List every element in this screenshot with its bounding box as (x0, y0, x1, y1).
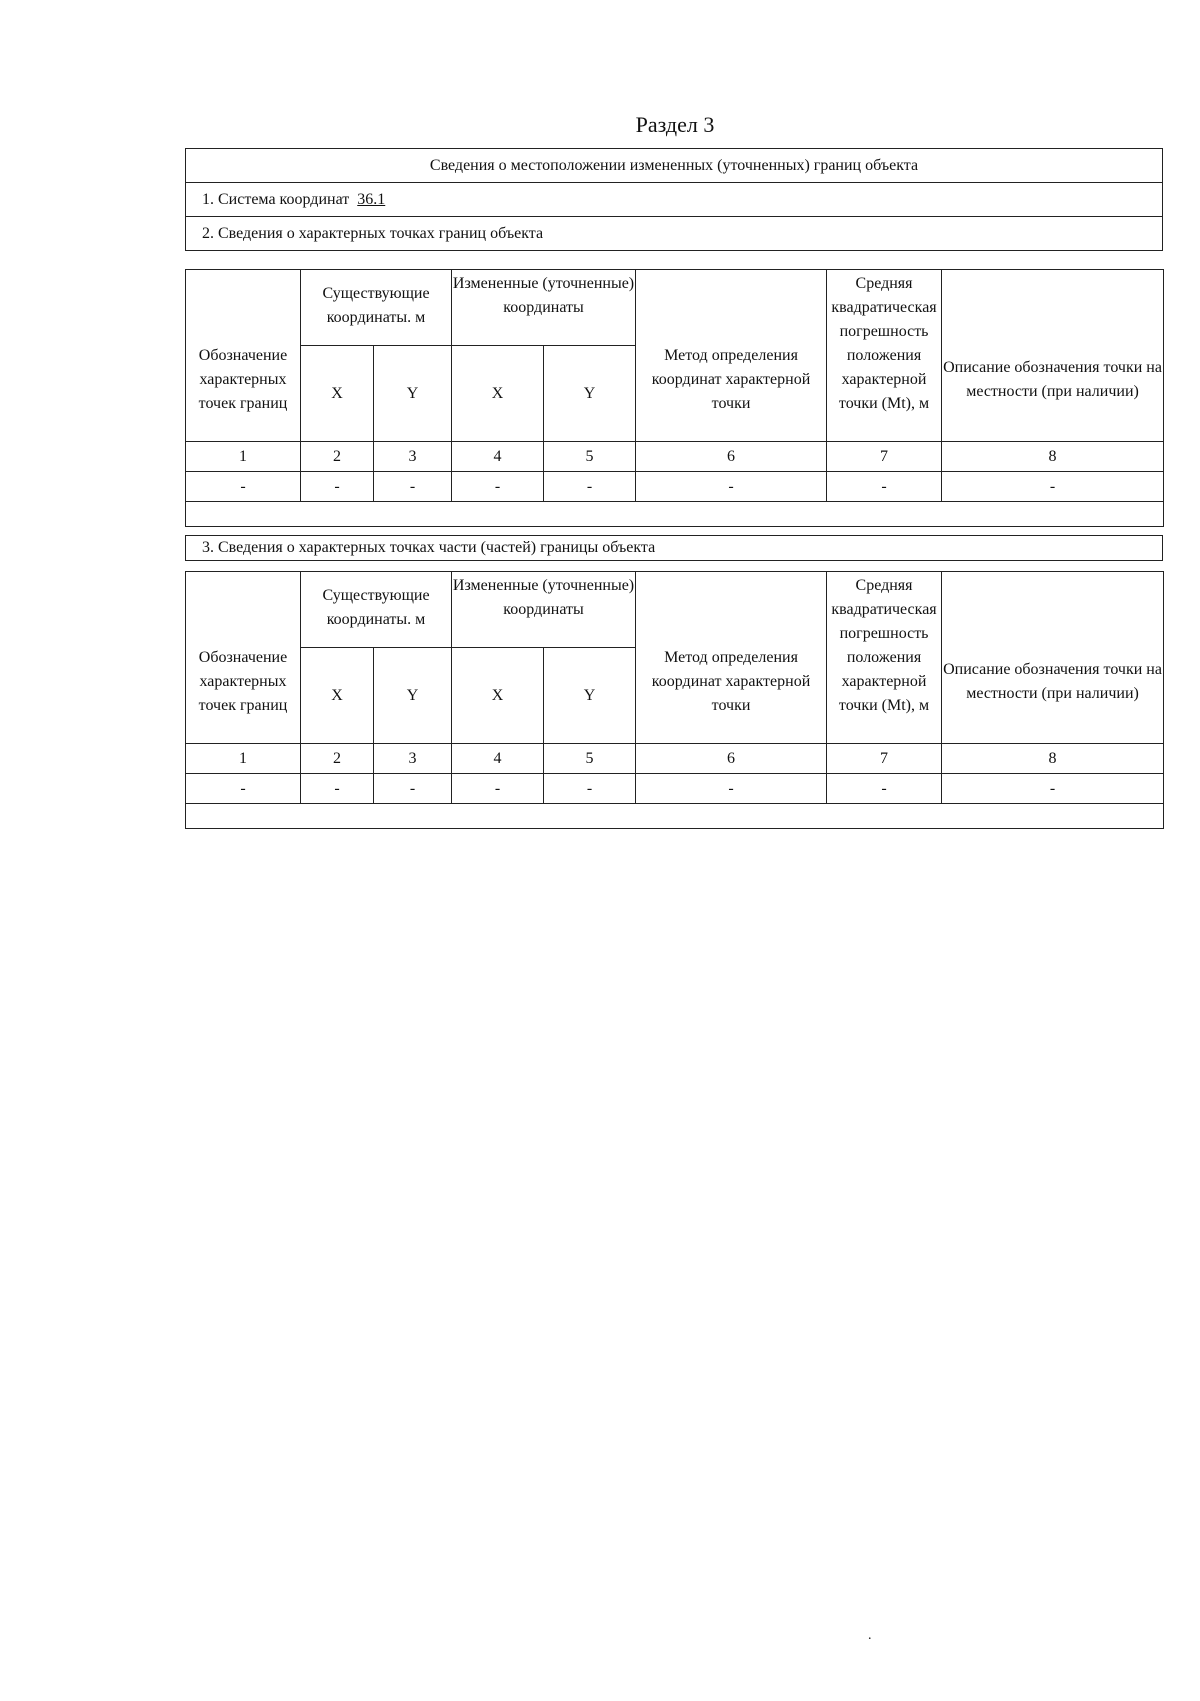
footer-mark: . (868, 1628, 872, 1643)
column-number: 5 (544, 442, 636, 472)
table-cell: - (374, 472, 452, 502)
table-cell: - (452, 472, 544, 502)
header-description: Описание обозначения точки на местности (при наличии) (942, 270, 1164, 442)
column-number: 1 (186, 744, 301, 774)
header-description: Описание обозначения точки на местности (при наличии) (942, 572, 1164, 744)
points-title: 2. Сведения о характерных точках границ объекта (186, 217, 1163, 251)
column-number-row (186, 442, 1164, 472)
table-cell: - (544, 774, 636, 804)
empty-row (186, 804, 1164, 829)
header-changed-x: X (452, 648, 544, 744)
column-number: 1 (186, 442, 301, 472)
header-changed: Измененные (уточненные) координаты (452, 572, 636, 648)
header-method: Метод определения координат характерной точки (636, 270, 827, 442)
column-number: 6 (636, 442, 827, 472)
column-number: 6 (636, 744, 827, 774)
header-error: Средняя квадратическая погрешность положения характерной точки (Mt), м (827, 270, 942, 442)
part-box (185, 535, 1163, 561)
header-existing-x: X (301, 648, 374, 744)
header-box (185, 148, 1163, 251)
table-cell: - (186, 774, 301, 804)
header-existing: Существующие координаты. м (301, 270, 452, 346)
column-number: 4 (452, 744, 544, 774)
empty-row (186, 502, 1164, 527)
table-row (186, 774, 1164, 804)
table-cell: - (452, 774, 544, 804)
table-row (186, 472, 1164, 502)
header-error: Средняя квадратическая погрешность положения характерной точки (Mt), м (827, 572, 942, 744)
column-number: 7 (827, 744, 942, 774)
header-method: Метод определения координат характерной точки (636, 572, 827, 744)
section-title: Раздел 3 (635, 112, 715, 137)
header-changed-y: Y (544, 346, 636, 442)
header-existing-y: Y (374, 346, 452, 442)
part-points-title: 3. Сведения о характерных точках части (частей) границы объекта (186, 536, 1163, 561)
table-cell: - (942, 774, 1164, 804)
table-cell: - (636, 472, 827, 502)
header-designation: Обозначение характерных точек границ (186, 572, 301, 744)
column-number-row (186, 744, 1164, 774)
table-cell: - (636, 774, 827, 804)
header-changed: Измененные (уточненные) координаты (452, 270, 636, 346)
header-existing-y: Y (374, 648, 452, 744)
column-number: 7 (827, 442, 942, 472)
column-number: 8 (942, 442, 1164, 472)
coord-system-value: 36.1 (357, 190, 386, 208)
table-cell: - (301, 774, 374, 804)
table-cell: - (301, 472, 374, 502)
column-number: 2 (301, 442, 374, 472)
table-cell: - (827, 472, 942, 502)
table-cell: - (544, 472, 636, 502)
column-number: 8 (942, 744, 1164, 774)
column-number: 5 (544, 744, 636, 774)
table-cell: - (942, 472, 1164, 502)
table-cell: - (186, 472, 301, 502)
table-cell: - (374, 774, 452, 804)
column-number: 2 (301, 744, 374, 774)
header-existing: Существующие координаты. м (301, 572, 452, 648)
column-number: 3 (374, 744, 452, 774)
coord-system-row (186, 183, 1163, 217)
header-changed-y: Y (544, 648, 636, 744)
points-table-2 (185, 571, 1164, 829)
column-number: 4 (452, 442, 544, 472)
coord-system-label: 1. Система координат (202, 190, 350, 208)
header-existing-x: X (301, 346, 374, 442)
column-number: 3 (374, 442, 452, 472)
block-caption: Сведения о местоположении измененных (уточненных) границ объекта (186, 149, 1163, 183)
header-designation: Обозначение характерных точек границ (186, 270, 301, 442)
table-cell: - (827, 774, 942, 804)
header-changed-x: X (452, 346, 544, 442)
points-table-1 (185, 269, 1164, 527)
